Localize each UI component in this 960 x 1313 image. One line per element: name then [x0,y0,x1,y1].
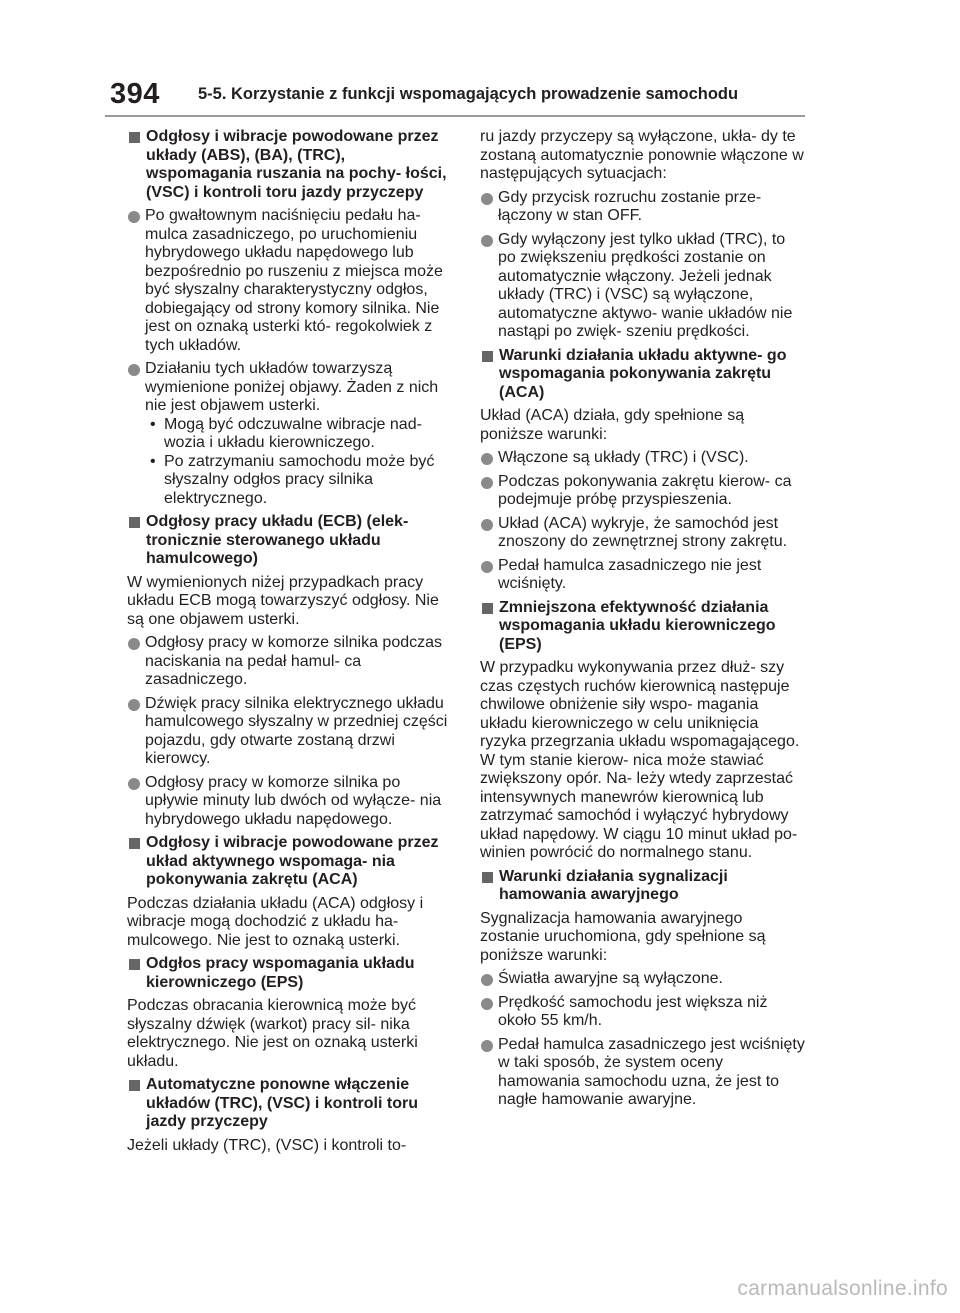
page-header [105,76,805,116]
circle-bullet-icon [481,453,493,465]
paragraph: Podczas działania układu (ACA) odgłosy i wibracje mogą dochodzić z układu ha- mulcowego. Nie jest to oznaką usterki. [127,894,424,949]
square-bullet-icon [482,872,493,883]
circle-bullet-icon [128,364,140,376]
circle-bullet-icon [481,235,493,247]
right-column [480,128,806,1115]
left-column [127,128,451,1160]
circle-bullet-icon [128,211,140,223]
section-heading: Odgłos pracy wspomagania układu kierowniczego (EPS) [127,955,451,992]
circle-bullet-icon [481,561,493,573]
bullet-item: Pedał hamulca zasadniczego nie jest wciśnięty. [480,557,806,594]
dot-bullet-icon: • [150,452,156,470]
header-divider [105,115,805,117]
circle-bullet-icon [481,477,493,489]
section-heading: Zmniejszona efektywność działania wspomagania układu kierowniczego (EPS) [480,599,806,655]
bullet-item: Układ (ACA) wykryje, że samochód jest znoszony do zewnętrznej strony zakrętu. [480,515,806,552]
circle-bullet-icon [481,519,493,531]
section-heading: Warunki działania układu aktywne- go wspomagania pokonywania zakrętu (ACA) [480,347,806,403]
watermark: carmanualsonline.info [737,1277,948,1300]
square-bullet-icon [482,603,493,614]
bullet-item: Światła awaryjne są wyłączone. [480,970,806,989]
paragraph: Układ (ACA) działa, gdy spełnione są poniższe warunki: [480,407,745,443]
circle-bullet-icon [481,1040,493,1052]
section-heading: Odgłosy i wibracje powodowane przez układy (ABS), (BA), (TRC), wspomagania ruszania na pochy- łości, (VSC) i kontroli toru jazdy przyczepy [127,128,451,202]
section-heading: Odgłosy pracy układu (ECB) (elek- tronicznie sterowanego układu hamulcowego) [127,513,451,569]
sub-bullet-item: • Mogą być odczuwalne wibracje nad- wozia i układu kierowniczego. [150,415,422,451]
circle-bullet-icon [481,974,493,986]
page-number: 394 [110,78,160,110]
square-bullet-icon [129,1080,140,1091]
paragraph: Jeżeli układy (TRC), (VSC) i kontroli to- [127,1136,407,1154]
square-bullet-icon [129,132,140,143]
circle-bullet-icon [128,699,140,711]
dot-bullet-icon: • [150,415,156,433]
paragraph: W przypadku wykonywania przez dłuż- szy czas częstych ruchów kierownicą następuje chwilowe obniżenie siły wspo- magania układu kierowniczego w celu uniknięcia ryzyka przegrzania układu wspomagającego. W tym stanie kierow- nica może stawiać zwiększony opór. Na- leży wtedy zaprzestać intensywnych manewrów kierownicą lub zatrzymać samochód i wyłączyć hybrydowy układ napędowy. W ciągu 10 minut układ po- winien powrócić do normalnego stanu. [480,659,800,861]
sub-bullet-item: • Po zatrzymaniu samochodu może być słyszalny odgłos pracy silnika elektrycznego. [150,452,435,507]
square-bullet-icon [129,517,140,528]
bullet-item: Odgłosy pracy w komorze silnika podczas naciskania na pedał hamul- ca zasadniczego. [127,634,451,690]
section-heading: Warunki działania sygnalizacji hamowania awaryjnego [480,868,806,905]
section-heading: Odgłosy i wibracje powodowane przez układ aktywnego wspomaga- nia pokonywania zakrętu (ACA) [127,834,451,890]
bullet-item: Gdy wyłączony jest tylko układ (TRC), to po zwiększeniu prędkości zostanie on automatycznie włączony. Jeżeli jednak układy (TRC) i (VSC) są wyłączone, automatyczne aktywo- wanie układów nie nastąpi po zwięk- szeniu prędkości. [480,231,806,342]
bullet-item: Dźwięk pracy silnika elektrycznego układu hamulcowego słyszalny w przedniej części pojazdu, gdy otwarte zostaną drzwi kierowcy. [127,695,451,769]
square-bullet-icon [129,838,140,849]
bullet-item: Działaniu tych układów towarzyszą wymienione poniżej objawy. Żaden z nich nie jest objawem usterki. • Mogą być odczuwalne wibracje nad- wozia i układu kierowniczego. • Po zatrzymaniu samochodu może być słyszalny odgłos pracy silnika elektrycznego. [127,360,451,508]
circle-bullet-icon [128,778,140,790]
bullet-item: Prędkość samochodu jest większa niż około 55 km/h. [480,994,806,1031]
bullet-item: Po gwałtownym naciśnięciu pedału ha- mulca zasadniczego, po uruchomieniu hybrydowego układu napędowego lub bezpośrednio po ruszeniu z miejsca może być słyszalny charakterystyczny odgłos, dobiegający od strony komory silnika. Nie jest on oznaką usterki któ- regokolwiek z tych układów. [127,207,451,355]
paragraph: W wymienionych niżej przypadkach pracy układu ECB mogą towarzyszyć odgłosy. Nie są one objawem usterki. [127,573,439,628]
bullet-item: Gdy przycisk rozruchu zostanie prze- łączony w stan OFF. [480,189,806,226]
bullet-item: Włączone są układy (TRC) i (VSC). [480,449,806,468]
square-bullet-icon [129,959,140,970]
chapter-title: 5-5. Korzystanie z funkcji wspomagających prowadzenie samochodu [198,85,739,103]
bullet-item: Odgłosy pracy w komorze silnika po upływie minuty lub dwóch od wyłącze- nia hybrydowego układu napędowego. [127,774,451,830]
paragraph: Podczas obracania kierownicą może być słyszalny dźwięk (warkot) pracy sil- nika elektrycznego. Nie jest on oznaką usterki układu. [127,997,418,1070]
bullet-item: Podczas pokonywania zakrętu kierow- ca podejmuje próbę przyspieszenia. [480,473,806,510]
paragraph: ru jazdy przyczepy są wyłączone, ukła- dy te zostaną automatycznie ponownie włączone w następujących sytuacjach: [480,128,804,182]
square-bullet-icon [482,351,493,362]
section-heading: Automatyczne ponowne włączenie układów (TRC), (VSC) i kontroli toru jazdy przyczepy [127,1076,451,1132]
bullet-item: Pedał hamulca zasadniczego jest wciśnięty w taki sposób, że system oceny hamowania samochodu uzna, że jest to nagłe hamowanie awaryjne. [480,1036,806,1110]
circle-bullet-icon [481,998,493,1010]
paragraph: Sygnalizacja hamowania awaryjnego zostanie uruchomiona, gdy spełnione są poniższe warunki: [480,909,766,964]
circle-bullet-icon [128,638,140,650]
circle-bullet-icon [481,193,493,205]
